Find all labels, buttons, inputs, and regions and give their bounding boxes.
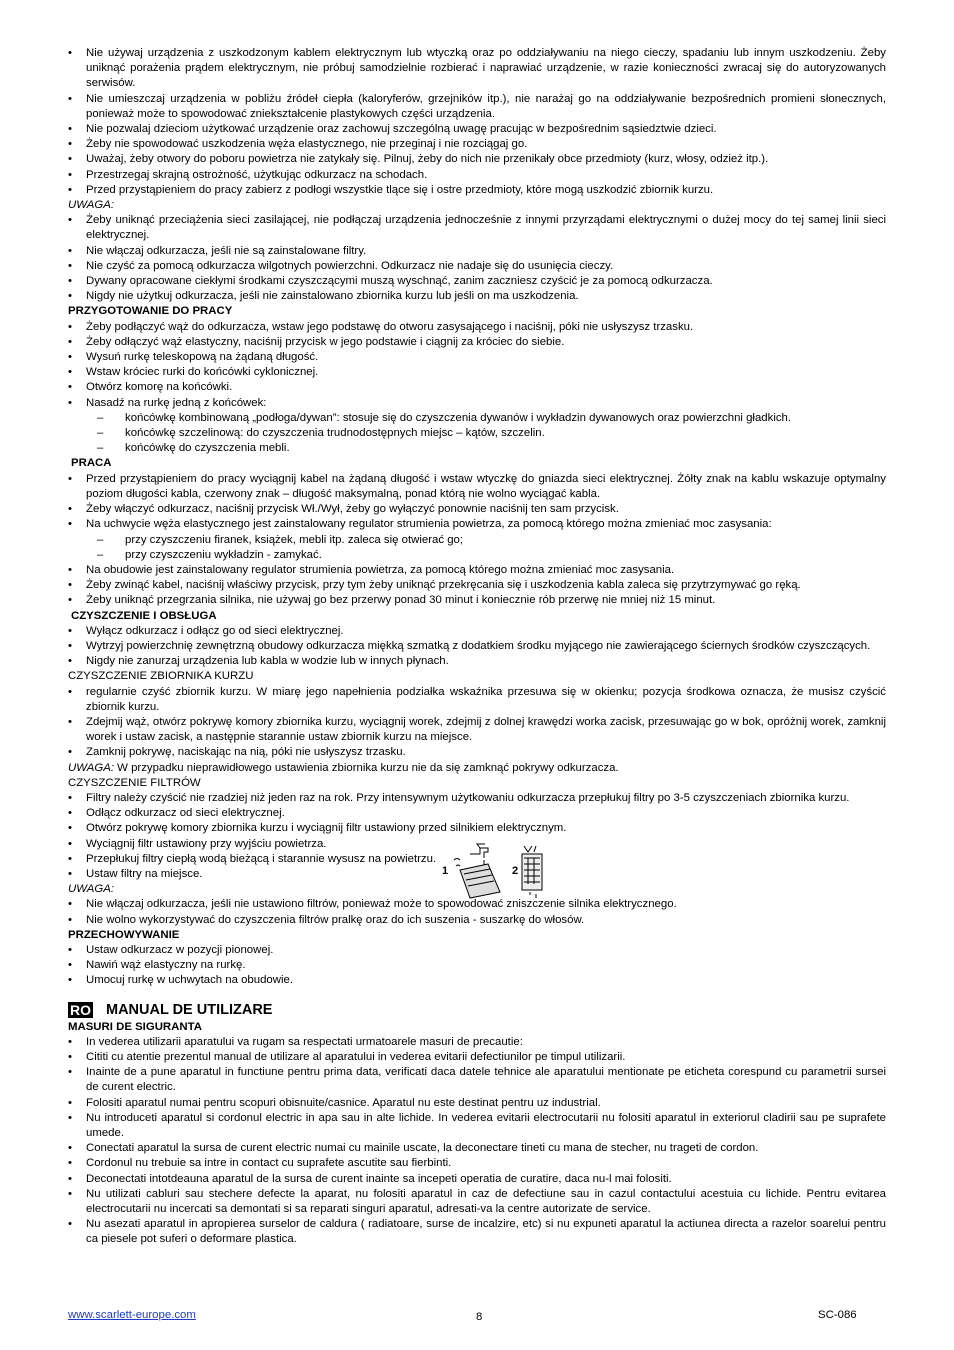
list-item: • Nie włączaj odkurzacza, jeśli nie są zainstalowane filtry. — [68, 244, 886, 259]
list-item: • Wysuń rurkę teleskopową na żądaną długość. — [68, 350, 886, 365]
list-item: • Odłącz odkurzacz od sieci elektrycznej. — [68, 806, 886, 821]
list-item: • Folositi aparatul numai pentru scopuri obisnuite/casnice. Aparatul nu este destinat pentru uz industrial. — [68, 1096, 886, 1111]
warning-label: UWAGA: — [68, 761, 114, 774]
filter-cleaning-illustration — [440, 840, 546, 900]
section-heading-cleaning: CZYSZCZENIE I OBSŁUGA — [71, 609, 217, 622]
list-item: • Cordonul nu trebuie sa intre in contact cu suprafete ascutite sau fierbinti. — [68, 1156, 886, 1171]
list-item: • Nawiń wąż elastyczny na rurkę. — [68, 958, 886, 973]
list-item: • Żeby nie spowodować uszkodzenia węża elastycznego, nie przeginaj i nie rozciągaj go. — [68, 137, 886, 152]
pl-operation-list — [68, 472, 886, 609]
page-number: 8 — [476, 1311, 483, 1323]
filter-drip-icon — [522, 846, 542, 898]
list-item: • Dywany opracowane ciekłymi środkami czyszczącymi muszą wyschnąć, zanim zaczniesz czyścić je za pomocą odkurzacza. — [68, 274, 886, 289]
list-item: • Żeby uniknąć przeciążenia sieci zasilającej, nie podłączaj urządzenia jednocześnie z innymi przyrządami elektrycznymi o dużej mocy do tej samej linii sieci elektrycznej. — [68, 213, 886, 243]
list-item: • Otwórz pokrywę komory zbiornika kurzu i wyciągnij filtr ustawiony przed silnikiem elektrycznym. — [68, 821, 886, 836]
pl-safety-list — [68, 46, 886, 198]
pl-warning-list — [68, 213, 886, 304]
list-item: • Na uchwycie węża elastycznego jest zainstalowany regulator strumienia powietrza, za pomocą którego można zmieniać moc zasysania: — [68, 517, 886, 532]
list-item: • Deconectati intotdeauna aparatul de la sursa de curent inainte sa incepeti operatia de curatire, daca nu-l mai folositi. — [68, 1172, 886, 1187]
warning-label: UWAGA: — [68, 883, 114, 896]
list-item: • Wytrzyj powierzchnię zewnętrzną obudowy odkurzacza miękką szmatką z dodatkiem środku myjącego nie zawierającego ściernych środków czyszczących. — [68, 639, 886, 654]
list-item: • Nu asezati aparatul in apropierea surselor de caldura ( radiatoare, surse de incalzire, etc) si nu expuneti aparatul la actiunea directa a razelor soarelui pentru ca piesele pot suferi o deformare plastica. — [68, 1217, 886, 1247]
sub-list-item: – końcówkę kombinowaną „podłoga/dywan”: stosuje się do czyszczenia dywanów i wykładzin dywanowych oraz powierzchni gładkich. — [68, 411, 886, 426]
list-item: • Ustaw odkurzacz w pozycji pionowej. — [68, 943, 886, 958]
figure-label-2: 2 — [512, 865, 519, 877]
sub-list-item: – końcówkę szczelinową: do czyszczenia trudnodostępnych miejsc – kątów, szczelin. — [68, 426, 886, 441]
list-item: • Wyciągnij filtr ustawiony przy wyjściu powietrza. — [68, 837, 886, 852]
page-content — [68, 46, 886, 1248]
note-text: W przypadku nieprawidłowego ustawienia zbiornika kurzu nie da się zamknąć pokrywy odkurzacza. — [114, 761, 619, 774]
list-item: • Przed przystąpieniem do pracy zabierz z podłogi wszystkie tlące się i ostre przedmioty, które mogą uszkodzić zbiornik kurzu. — [68, 183, 886, 198]
section-heading-preparation: PRZYGOTOWANIE DO PRACY — [68, 305, 233, 318]
faucet-rinse-icon — [454, 844, 500, 898]
section-heading-operation: PRACA — [71, 457, 112, 470]
list-item: • Nigdy nie użytkuj odkurzacza, jeśli nie zainstalowano zbiornika kurzu lub jeśli on ma uszkodzenia. — [68, 289, 886, 304]
list-item: • Żeby odłączyć wąż elastyczny, naciśnij przycisk w jego podstawie i ciągnij za króciec do siebie. — [68, 335, 886, 350]
list-item: • Przestrzegaj skrajną ostrożność, użytkując odkurzacz na schodach. — [68, 168, 886, 183]
model-number: SC-086 — [818, 1309, 857, 1321]
list-item: • Wyłącz odkurzacz i odłącz go od sieci elektrycznej. — [68, 624, 886, 639]
list-item: • Zamknij pokrywę, naciskając na nią, póki nie usłyszysz trzasku. — [68, 745, 886, 760]
sub-list-item: – przy czyszczeniu firanek, książek, mebli itp. zaleca się otwierać go; — [68, 533, 886, 548]
sub-list-item: – przy czyszczeniu wykładzin - zamykać. — [68, 548, 886, 563]
list-item: • In vederea utilizarii aparatului va rugam sa respectati urmatoarele masuri de precautie: — [68, 1035, 886, 1050]
list-item: • Nigdy nie zanurzaj urządzenia lub kabla w wodzie lub w innych płynach. — [68, 654, 886, 669]
dust-tank-note — [68, 761, 886, 776]
ro-safety-list — [68, 1035, 886, 1248]
section-heading-dust-tank: CZYSZCZENIE ZBIORNIKA KURZU — [68, 670, 254, 683]
list-item: • Nie wolno wykorzystywać do czyszczenia filtrów pralkę oraz do ich suszenia - suszarkę do włosów. — [68, 913, 886, 928]
list-item: • Żeby zwinąć kabel, naciśnij właściwy przycisk, przy tym żeby uniknąć przekręcania się i uszkodzenia kabla zaleca się przytrzymywać go ręką. — [68, 578, 886, 593]
pl-cleaning-list — [68, 624, 886, 670]
list-item: • Przepłukuj filtry ciepłą wodą bieżącą i starannie wysusz na powietrzu. — [68, 852, 886, 867]
pl-storage-list — [68, 943, 886, 989]
website-link[interactable]: www.scarlett-europe.com — [68, 1309, 196, 1321]
warning-label: UWAGA: — [68, 199, 114, 212]
list-item: • Żeby podłączyć wąż do odkurzacza, wstaw jego podstawę do otworu zasysającego i naciśnij, póki nie usłyszysz trzasku. — [68, 320, 886, 335]
section-heading-storage: PRZECHOWYWANIE — [68, 928, 180, 941]
list-item: • Cititi cu atentie prezentul manual de utilizare al aparatului in vederea evitarii defectiunilor pe timpul utilizarii. — [68, 1050, 886, 1065]
list-item: • regularnie czyść zbiornik kurzu. W miarę jego napełnienia podziałka wskaźnika przesuwa się w okienku; pozycja środkowa oznacza, że musisz czyścić zbiornik kurzu. — [68, 685, 886, 715]
ro-section-header — [68, 1002, 886, 1019]
list-item: • Otwórz komorę na końcówki. — [68, 380, 886, 395]
section-heading-filters: CZYSZCZENIE FILTRÓW — [68, 776, 201, 789]
sub-list-item: – końcówkę do czyszczenia mebli. — [68, 441, 886, 456]
list-item: • Nu introduceti aparatul si cordonul electric in apa sau in alte lichide. In vederea evitarii electrocutarii nu folositi aparatul in exteriorul cladirii sau pe suprafete umede. — [68, 1111, 886, 1141]
pl-dust-tank-list — [68, 685, 886, 761]
list-item: • Conectati aparatul la sursa de curent electric numai cu mainile uscate, la deconectare tineti cu mana de stecher, nu trageti de cordon. — [68, 1141, 886, 1156]
list-item: • Nie czyść za pomocą odkurzacza wilgotnych powierzchni. Odkurzacz nie nadaje się do usunięcia cieczy. — [68, 259, 886, 274]
list-item: • Filtry należy czyścić nie rzadziej niż jeden raz na rok. Przy intensywnym użytkowaniu odkurzacza przepłukuj filtry po 3-5 czyszczeniach zbiornika kurzu. — [68, 791, 886, 806]
list-item: • Nie pozwalaj dzieciom użytkować urządzenie oraz zachowuj szczególną uwagę pracując w bezpośrednim sąsiedztwie dzieci. — [68, 122, 886, 137]
section-heading-safety: MASURI DE SIGURANTA — [68, 1020, 202, 1033]
list-item: • Nie umieszczaj urządzenia w pobliżu źródeł ciepła (kaloryferów, grzejników itp.), nie narażaj go na oddziaływanie bezpośrednich promieni słonecznych, ponieważ może to spowodować zniekształcenie plastykowych części urządzenia. — [68, 92, 886, 122]
list-item: • Żeby uniknąć przegrzania silnika, nie używaj go bez przerwy ponad 30 minut i koniecznie rób przerwę nie mniej niż 15 minut. — [68, 593, 886, 608]
list-item: • Wstaw króciec rurki do końcówki cyklonicznej. — [68, 365, 886, 380]
list-item: • Zdejmij wąż, otwórz pokrywę komory zbiornika kurzu, wyciągnij worek, zdejmij z dolnej krawędzi worka zacisk, przesuwając go w bok, opróżnij worek, zamknij worek i ustaw zacisk, a następnie starannie ustaw zbiornik kurzu na miejsce. — [68, 715, 886, 745]
list-item: • Umocuj rurkę w uchwytach na obudowie. — [68, 973, 886, 988]
list-item: • Nasadź na rurkę jedną z końcówek: — [68, 396, 886, 411]
list-item: • Przed przystąpieniem do pracy wyciągnij kabel na żądaną długość i wstaw wtyczkę do gniazda sieci elektrycznej. Żółty znak na kablu wskazuje optymalny poziom długości kabla, czerwony znak – długość maksymalną, ponad którą nie wolno wyciągać kabla. — [68, 472, 886, 502]
list-item: • Nu utilizati cabluri sau stechere defecte la aparat, nu folositi aparatul in caz de defectiune sau in cazul contactului acestuia cu lichide. Pentru evitarea electrocutarii nu incercati sa demontati si sa reparati singuri aparatul, adresati-va la centre autorizate de service. — [68, 1187, 886, 1217]
pl-warning-list-2 — [68, 897, 886, 927]
list-item: • Uważaj, żeby otwory do poboru powietrza nie zatykały się. Pilnuj, żeby do nich nie przenikały obce przedmioty (kurz, włosy, odzież itp.). — [68, 152, 886, 167]
list-item: • Na obudowie jest zainstalowany regulator strumienia powietrza, za pomocą którego można zmieniać moc zasysania. — [68, 563, 886, 578]
language-badge: RO — [70, 1002, 91, 1019]
section-title: MANUAL DE UTILIZARE — [106, 1001, 273, 1018]
list-item: • Ustaw filtry na miejsce. — [68, 867, 886, 882]
list-item: • Nie używaj urządzenia z uszkodzonym kablem elektrycznym lub wtyczką oraz po oddziaływaniu na niego cieczy, spadaniu lub innym uszkodzeniu. Żeby uniknąć porażenia prądem elektrycznym, nie próbuj samodzielnie rozbierać i naprawiać urządzenie, w razie konieczności zwracaj się do autoryzowanych serwisów. — [68, 46, 886, 92]
figure-label-1: 1 — [442, 865, 449, 877]
list-item: • Nie włączaj odkurzacza, jeśli nie ustawiono filtrów, ponieważ może to spowodować zniszczenie silnika elektrycznego. — [68, 897, 886, 912]
pl-prep-list — [68, 320, 886, 457]
list-item: • Inainte de a pune aparatul in functiune pentru prima data, verificati daca datele tehnice ale aparatului mentionate pe eticheta corespund cu parametrii sursei de curent electric. — [68, 1065, 886, 1095]
list-item: • Żeby włączyć odkurzacz, naciśnij przycisk Wł./Wył, żeby go wyłączyć ponownie naciśnij ten sam przycisk. — [68, 502, 886, 517]
